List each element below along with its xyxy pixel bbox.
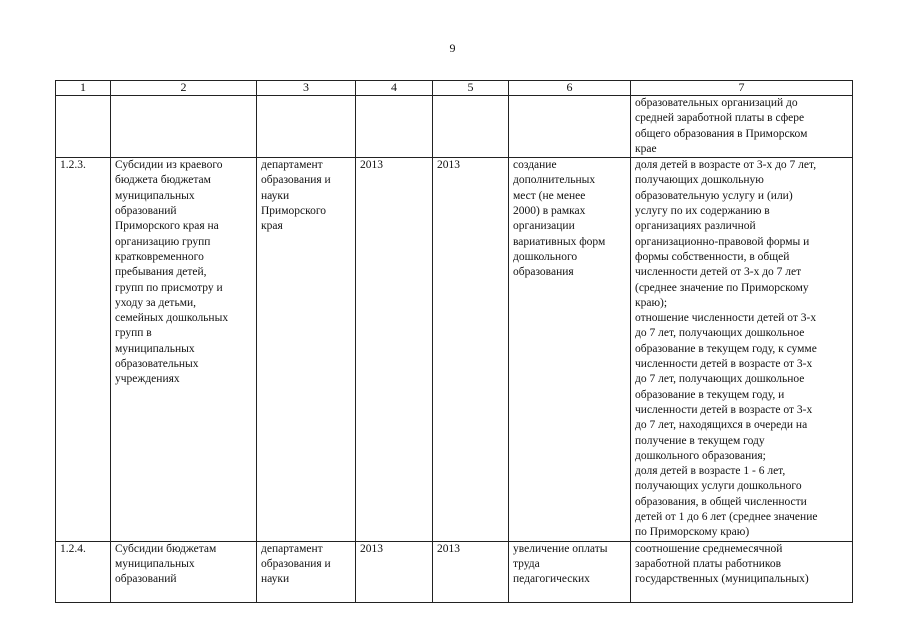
cell-executor: департамент образования и науки Приморского края [257, 158, 356, 541]
table-row [56, 96, 853, 158]
cell-name: Субсидии бюджетам муниципальных образований [111, 541, 257, 602]
cell-start: 2013 [356, 541, 433, 602]
cell-result: увеличение оплаты труда педагогических [509, 541, 631, 602]
cell-executor: департамент образования и науки [257, 541, 356, 602]
cell-name [111, 96, 257, 158]
program-table [55, 80, 853, 603]
column-header: 5 [433, 81, 509, 96]
cell-end: 2013 [433, 541, 509, 602]
cell-indicator: соотношение среднемесячной заработной платы работников государственных (муниципальных) [631, 541, 853, 602]
cell-indicator: доля детей в возрасте от 3-х до 7 лет, получающих дошкольную образовательную услугу и (или) услугу по их содержанию в организациях различной организационно-правовой формы и формы собственности, в общей численности детей от 3-х до 7 лет (среднее значение по Приморскому краю); отношение численности детей от 3-х до 7 лет, получающих дошкольное образование в текущем году, к сумме численности детей в возрасте от 3-х до 7 лет, получающих дошкольное образование в текущем году, и численности детей в возрасте от 3-х до 7 лет, находящихся в очереди на получение в текущем году дошкольного образования; доля детей в возрасте 1 - 6 лет, получающих услуги дошкольного образования, в общей численности детей от 1 до 6 лет (среднее значение по Приморскому краю) [631, 158, 853, 541]
column-header: 4 [356, 81, 433, 96]
cell-start: 2013 [356, 158, 433, 541]
column-header: 6 [509, 81, 631, 96]
column-header: 1 [56, 81, 111, 96]
table-row [56, 541, 853, 602]
cell-id: 1.2.4. [56, 541, 111, 602]
cell-result: создание дополнительных мест (не менее 2000) в рамках организации вариативных форм дошкольного образования [509, 158, 631, 541]
column-header: 3 [257, 81, 356, 96]
table-row [56, 158, 853, 541]
column-header: 2 [111, 81, 257, 96]
column-header: 7 [631, 81, 853, 96]
cell-start [356, 96, 433, 158]
cell-end: 2013 [433, 158, 509, 541]
cell-id [56, 96, 111, 158]
cell-result [509, 96, 631, 158]
cell-id: 1.2.3. [56, 158, 111, 541]
page-number: 9 [449, 41, 456, 55]
column-number-row [56, 81, 853, 96]
cell-indicator: образовательных организаций до средней заработной платы в сфере общего образования в Приморском крае [631, 96, 853, 158]
cell-name: Субсидии из краевого бюджета бюджетам муниципальных образований Приморского края на организацию групп кратковременного пребывания детей, групп по присмотру и уходу за детьми, семейных дошкольных групп в муниципальных образовательных учреждениях [111, 158, 257, 541]
cell-executor [257, 96, 356, 158]
cell-end [433, 96, 509, 158]
